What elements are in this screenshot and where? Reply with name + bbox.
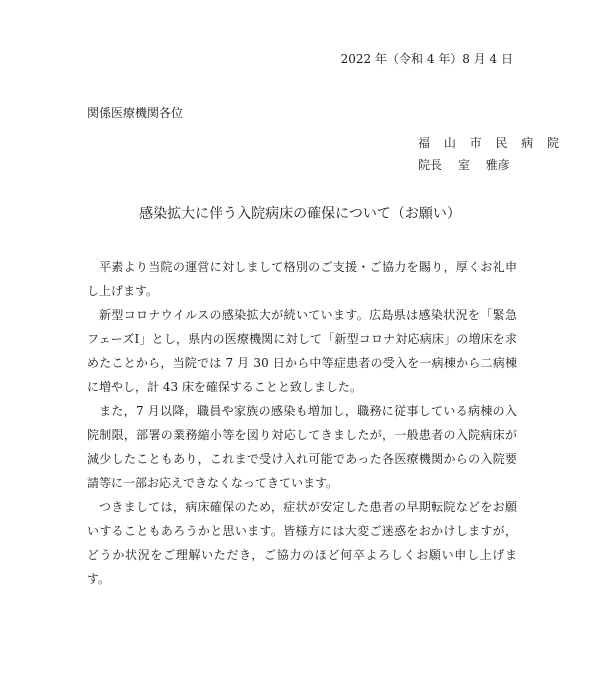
sender-organization: 福 山 市 民 病 院 (418, 136, 565, 150)
document-body (87, 255, 517, 591)
sender-block (418, 132, 564, 176)
body-paragraph: つきましては，病床確保のため，症状が安定した患者の早期転院などをお願いすることもあろうかと思います。皆様方には大変ご迷惑をおかけしますが，どうか状況をご理解いただき，ご協力のほど何卒よろしくお願い申し上げます。 (87, 500, 517, 586)
sender-name: 院長 室 雅彦 (418, 158, 510, 172)
recipient: 関係医療機関各位 (87, 106, 184, 120)
document-date: 2022 年（令和 4 年）8 月 4 日 (340, 52, 513, 66)
body-paragraph: 平素より当院の運営に対しまして格別のご支援・ご協力を賜り，厚くお礼申し上げます。 (87, 260, 517, 298)
body-paragraph: 新型コロナウイルスの感染拡大が続いています。広島県は感染状況を「緊急フェーズⅠ」とし，県内の医療機関に対して「新型コロナ対応病床」の増床を求めたことから，当院では 7 月 30 日から中等症患者の受入を一病棟から二病棟に増やし，計 43 床を確保することと致しました。 (87, 308, 517, 394)
document-title: 感染拡大に伴う入院病床の確保について（お願い） (139, 206, 461, 222)
body-paragraph: また，7 月以降，職員や家族の感染も増加し，職務に従事している病棟の入院制限，部署の業務縮小等を図り対応してきましたが，一般患者の入院病床が減少したこともあり，これまで受け入れ可能であった各医療機関からの入院要請等に一部お応えできなくなってきています。 (87, 404, 517, 490)
